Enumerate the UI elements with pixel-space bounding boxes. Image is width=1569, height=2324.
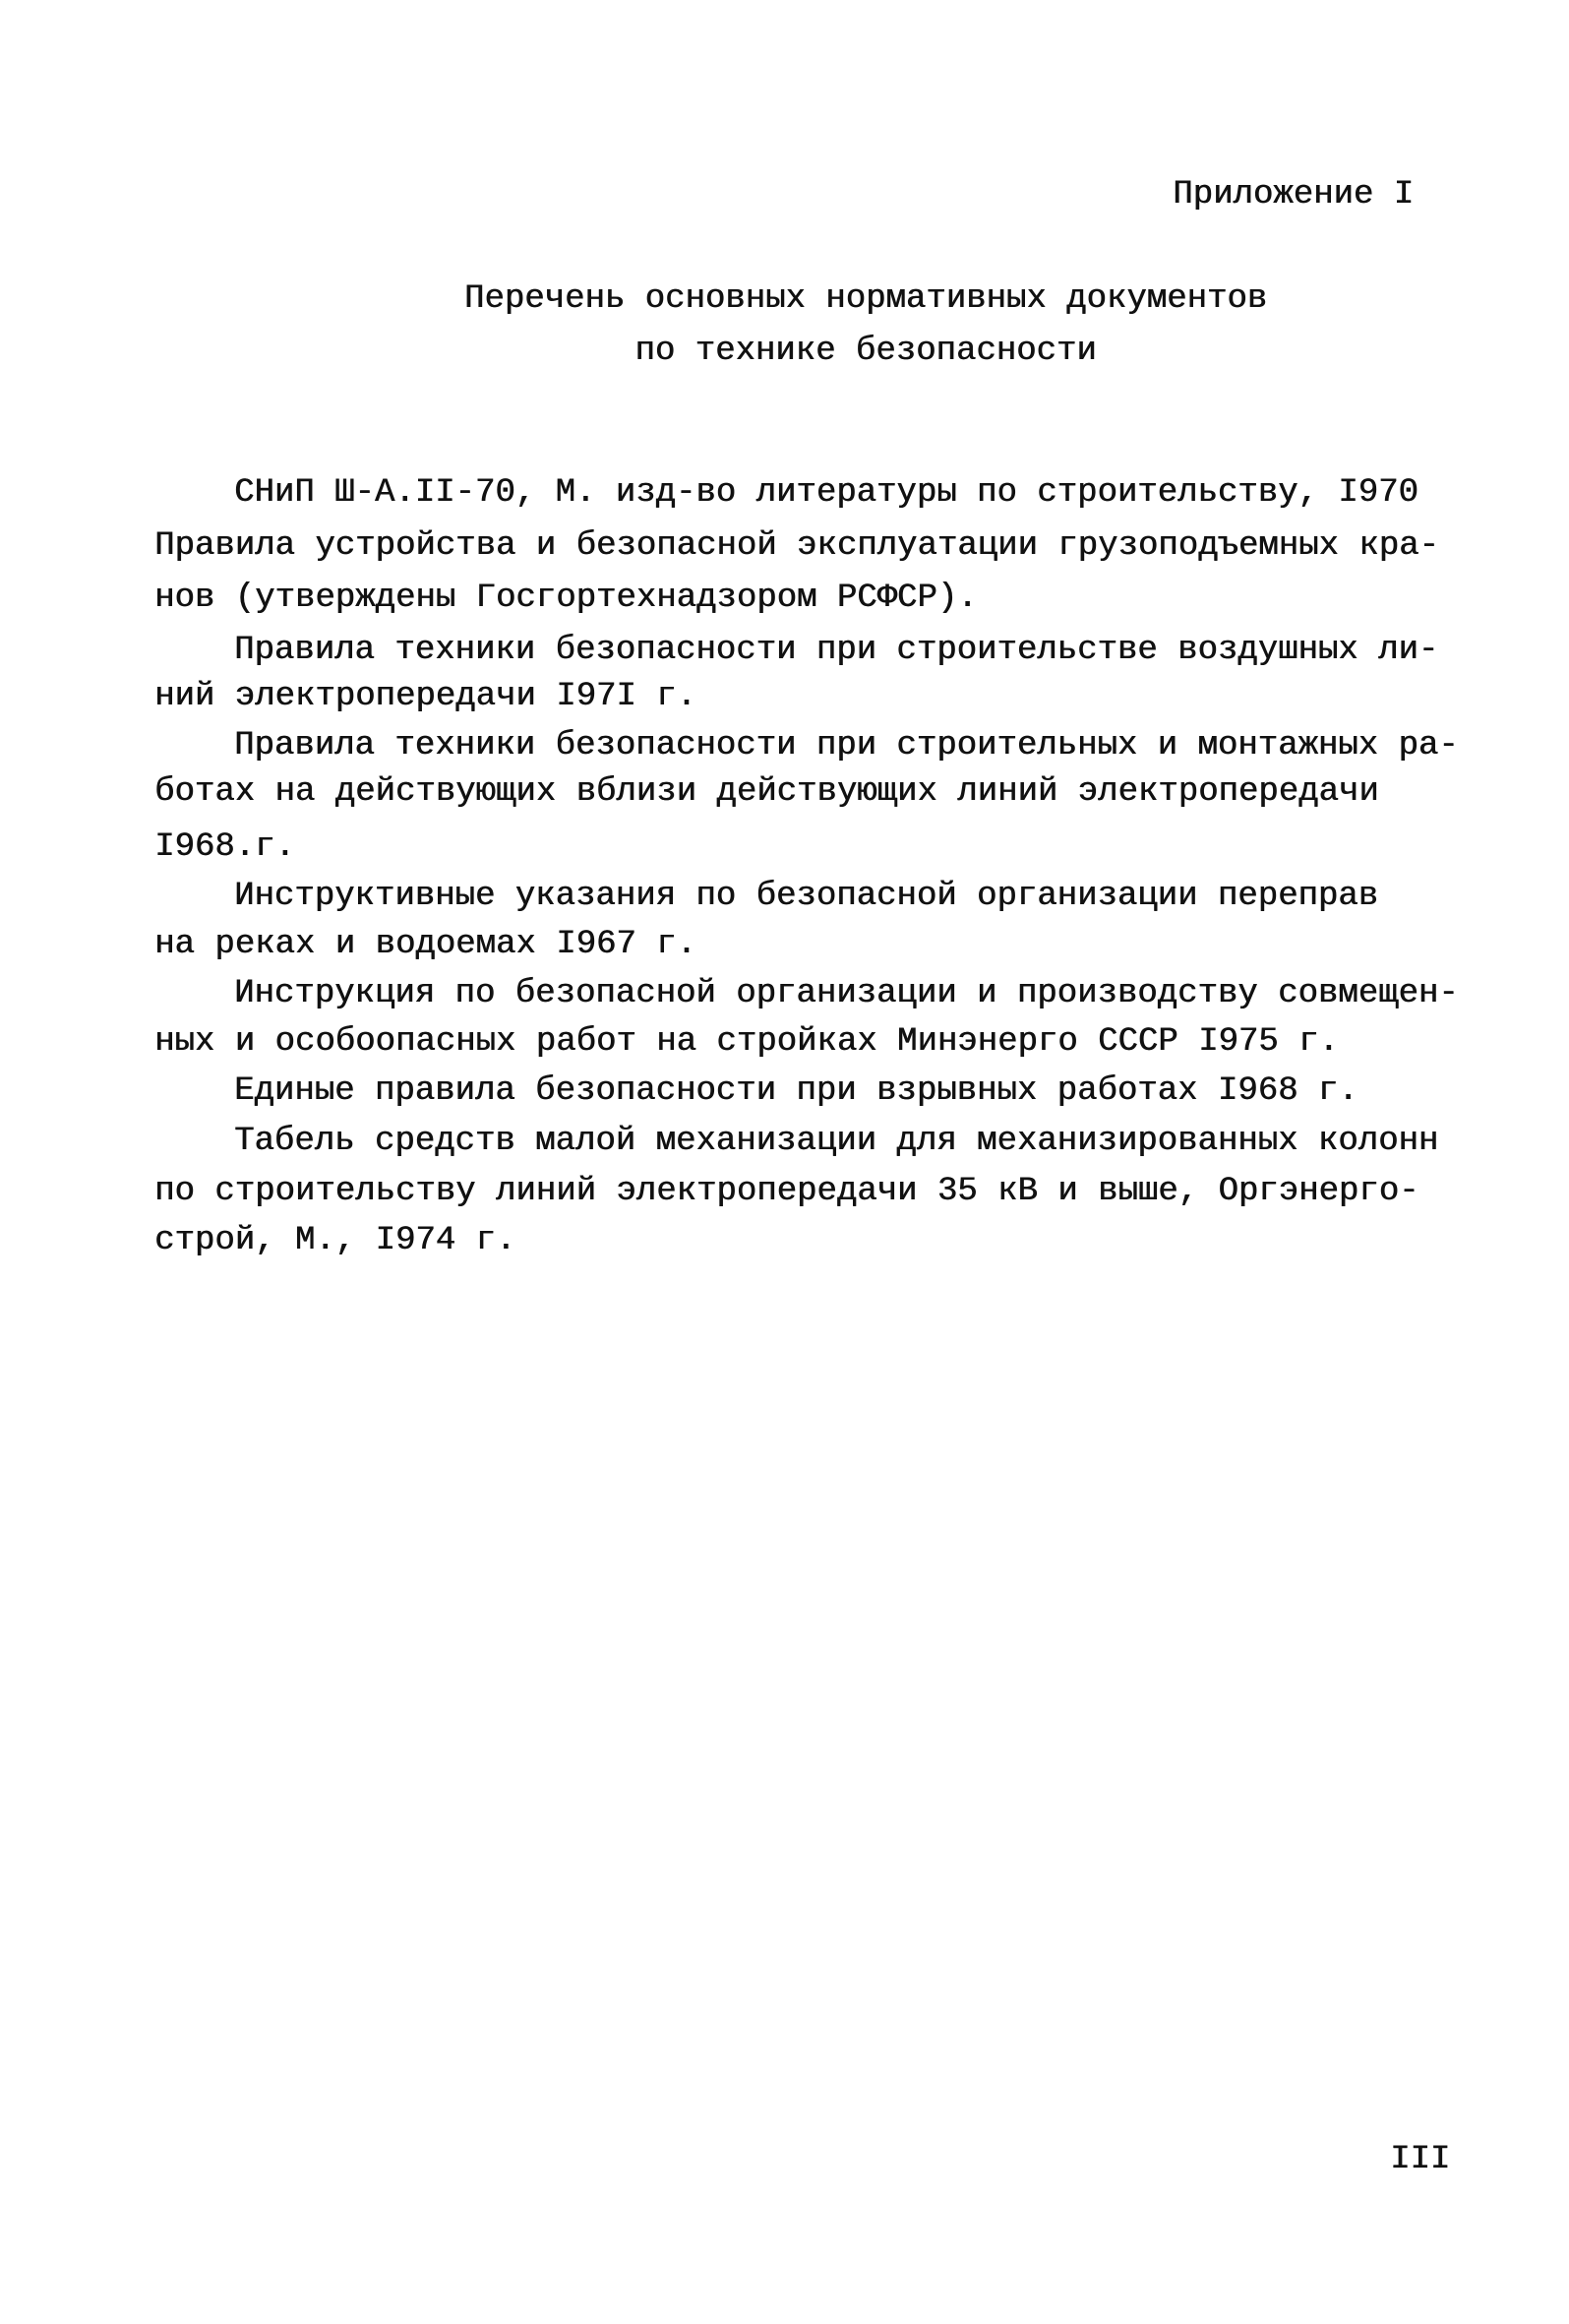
document-line: Правила техники безопасности при строительстве воздушных ли- — [234, 632, 1439, 669]
document-line: Единые правила безопасности при взрывных работах I968 г. — [234, 1072, 1358, 1110]
document-line: ботах на действующих вблизи действующих линий электропередачи — [154, 773, 1379, 811]
document-line: нов (утверждены Госгортехнадзором РСФСР). — [154, 580, 978, 617]
document-line: строй, М., I974 г. — [154, 1222, 516, 1259]
document-line: Правила техники безопасности при строительных и монтажных ра- — [234, 727, 1459, 764]
document-line: ний электропередачи I97I г. — [154, 678, 696, 715]
document-line: СНиП Ш-А.II-70, М. изд-во литературы по строительству, I970 — [234, 474, 1418, 512]
document-line: I968.г. — [154, 828, 295, 866]
document-line: по строительству линий электропередачи 35 кВ и выше, Оргэнерго- — [154, 1173, 1419, 1210]
appendix-label: Приложение I — [1173, 176, 1414, 214]
document-line: ных и особоопасных работ на стройках Минэнерго СССР I975 г. — [154, 1023, 1339, 1061]
document-title-line-1: Перечень основных нормативных документов — [463, 280, 1268, 318]
page-number: III — [1390, 2141, 1451, 2178]
document-line: Табель средств малой механизации для механизированных колонн — [234, 1123, 1439, 1160]
document-line: Правила устройства и безопасной эксплуатации грузоподъемных кра- — [154, 527, 1439, 565]
document-line: Инструкция по безопасной организации и производству совмещен- — [234, 975, 1459, 1012]
document-line: Инструктивные указания по безопасной организации переправ — [234, 878, 1378, 915]
document-title-line-2: по технике безопасности — [634, 333, 1097, 370]
document-line: на реках и водоемах I967 г. — [154, 926, 696, 963]
